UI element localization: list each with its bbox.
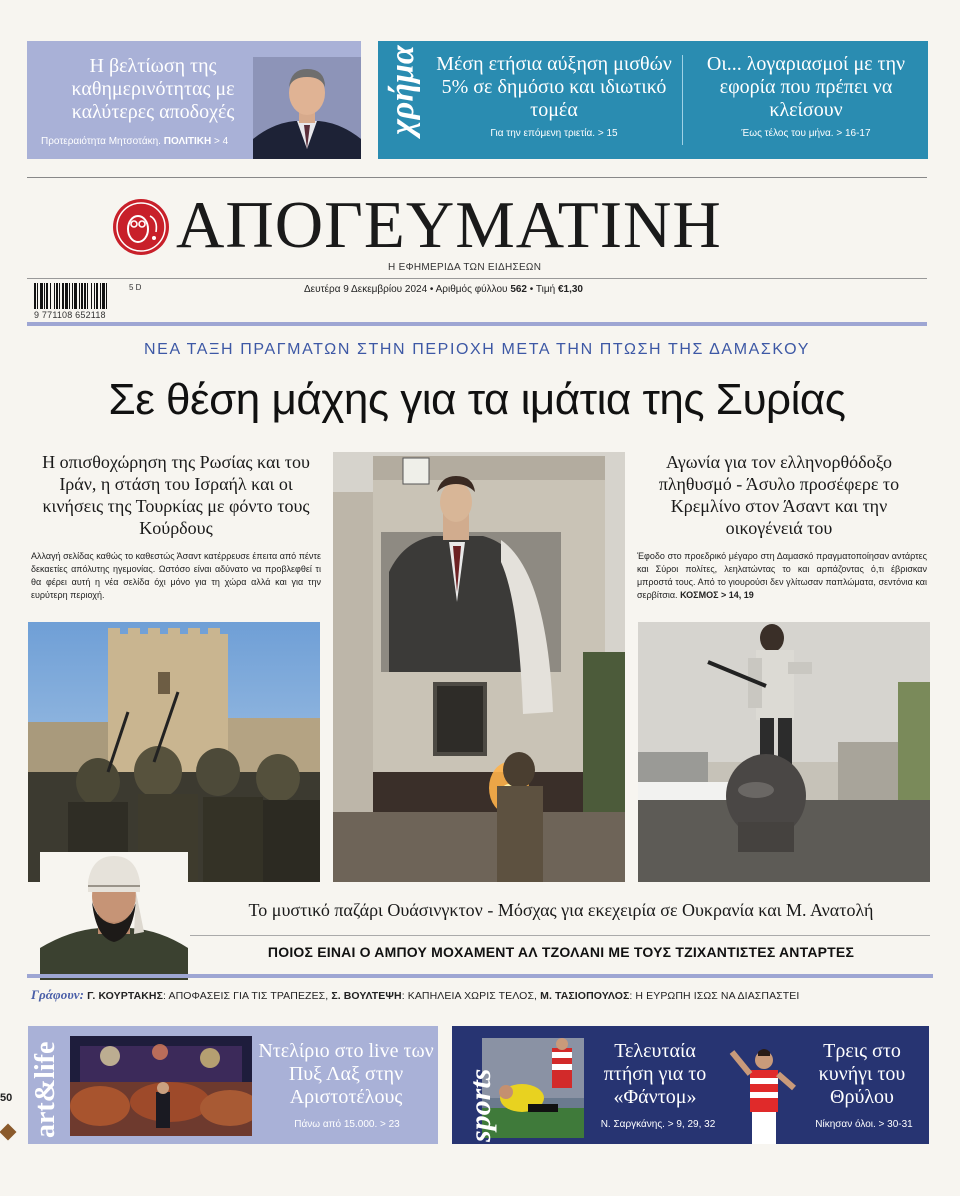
secondary-rule — [190, 935, 930, 936]
art-life-teaser[interactable] — [28, 1026, 438, 1144]
barcode-icon — [34, 283, 144, 313]
world-section-label: ΚΟΣΜΟΣ — [680, 590, 719, 600]
lead-top-bar — [27, 322, 927, 326]
art-life-teaser-foot: Πάνω από 15.000. > 23 — [294, 1119, 400, 1130]
art-life-brand — [28, 1026, 66, 1144]
writers-top-bar — [27, 974, 933, 978]
politics-teaser-foot-text: Προτεραιότητα Μητσοτάκη. — [41, 136, 161, 147]
politics-teaser[interactable] — [27, 41, 361, 159]
writers-line — [31, 987, 799, 1003]
writer-2-name: Σ. ΒΟΥΛΤΕΨΗ — [331, 990, 402, 1002]
writer-3-topic: : Η ΕΥΡΩΠΗ ΙΣΩΣ ΝΑ ΔΙΑΣΠΑΣΤΕΙ — [629, 990, 800, 1002]
writer-1-topic: : ΑΠΟΦΑΣΕΙΣ ΓΙΑ ΤΙΣ ΤΡΑΠΕΖΕΣ, — [163, 990, 329, 1002]
right-story-body — [637, 550, 927, 602]
art-life-brand-label: art&life — [30, 1041, 61, 1138]
rebels-citadel-photo — [28, 622, 320, 882]
barcode-addon-code: 5 D — [129, 283, 142, 292]
writer-1-name: Γ. ΚΟΥΡΤΑΚΗΣ — [87, 990, 164, 1002]
money-teaser-story-1-title: Μέση ετήσια αύξηση μισθών 5% σε δημόσιο και ιδιωτικό τομέα — [436, 53, 672, 121]
lead-headline[interactable]: Σε θέση μάχης για τα ιμάτια της Συρίας — [108, 375, 846, 424]
barcode-number: 9 771108 652118 — [34, 310, 106, 320]
masthead-top-rule — [27, 177, 927, 178]
writers-label: Γράφουν: — [31, 987, 85, 1002]
sports-teaser-story-2-title: Τρεις στο κυνήγι του Θρύλου — [818, 1040, 906, 1108]
sports-teaser-story-1-title: Τελευταία πτήση για το «Φάντομ» — [603, 1040, 707, 1108]
celebrating-player-photo — [728, 1038, 798, 1144]
sports-teaser[interactable] — [452, 1026, 929, 1144]
issue-number: 562 — [510, 284, 527, 295]
writer-2-topic: : ΚΑΠΗΛΕΙΑ ΧΩΡΙΣ ΤΕΛΟΣ, — [401, 990, 538, 1002]
money-teaser-story-1-foot: Για την επόμενη τριετία. > 15 — [490, 128, 618, 139]
sports-teaser-story-2-foot: Νίκησαν όλοι. > 30-31 — [815, 1119, 913, 1130]
world-page-ref: > 14, 19 — [720, 590, 754, 600]
politics-section-label: ΠΟΛΙΤΙΚΗ — [163, 136, 212, 147]
page-number: 50 — [0, 1092, 13, 1104]
art-life-teaser-title: Ντελίριο στο live των Πυξ Λαξ στην Αριστοτέλους — [258, 1040, 434, 1108]
price-label: • Τιμή — [529, 284, 556, 295]
secondary-headline-jolani[interactable]: ΠΟΙΟΣ ΕΙΝΑΙ Ο ΑΜΠΟΥ ΜΟΧΑΜΕΝΤ ΑΛ ΤΖΟΛΑΝΙ ΜΕ ΤΟΥΣ ΤΖΙΧΑΝΤΙΣΤΕΣ ΑΝΤΑΡΤΕΣ — [267, 944, 855, 960]
price-value: €1,30 — [557, 284, 583, 295]
money-teaser-story-1[interactable] — [434, 53, 674, 140]
politician-portrait-image — [253, 57, 361, 159]
concert-crowd-photo — [70, 1036, 252, 1136]
politics-teaser-title: Η βελτίωση της καθημερινότητας με καλύτερες αποδοχές — [71, 55, 235, 123]
dateline-date: Δευτέρα 9 Δεκεμβρίου 2024 • Αριθμός φύλλου — [304, 284, 508, 295]
money-teaser-divider — [682, 55, 683, 145]
sports-brand — [464, 1026, 498, 1144]
owl-coin-logo-icon — [112, 198, 170, 256]
sports-brand-label: sports — [464, 1068, 497, 1142]
toppled-statue-photo — [638, 622, 930, 882]
al-jolani-portrait-photo — [40, 852, 188, 980]
money-section-brand — [378, 41, 430, 159]
secondary-headline-ukraine[interactable]: Το μυστικό παζάρι Ουάσινγκτον - Μόσχας για εκεχειρία σε Ουκρανία και Μ. Ανατολή — [248, 900, 874, 920]
politics-teaser-foot — [41, 136, 228, 147]
right-story-body-text: Έφοδο στο προεδρικό μέγαρο στη Δαμασκό πραγματοποίησαν αντάρτες και Σύροι πολίτες, λεηλατώντας το και αρπάζοντας ό,τι έβρισκαν μπροστά τους. Από το γιουρούσι δεν γλίτωσαν παπλώματα, σεντόνια και σερβίτσια. — [637, 551, 927, 600]
dateline — [304, 284, 583, 295]
politics-page-ref: > 4 — [214, 136, 229, 147]
money-teaser-story-2-foot: Έως τέλος του μήνα. > 16-17 — [741, 128, 871, 139]
lead-kicker: ΝΕΑ ΤΑΞΗ ΠΡΑΓΜΑΤΩΝ ΣΤΗΝ ΠΕΡΙΟΧΗ ΜΕΤΑ ΤΗΝ ΠΤΩΣΗ ΤΗΣ ΔΑΜΑΣΚΟΥ — [144, 341, 810, 358]
money-brand-label: χρήμα — [384, 45, 421, 135]
left-story-deck[interactable]: Η οπισθοχώρηση της Ρωσίας και του Ιράν, η στάση του Ισραήλ και οι κινήσεις της Τουρκίας με φόντο τους Κούρδους — [42, 452, 310, 538]
writer-3-name: Μ. ΤΑΣΙΟΠΟΥΛΟΣ — [540, 990, 630, 1002]
assad-poster-building-photo — [333, 452, 625, 882]
right-story-deck[interactable]: Αγωνία για τον ελληνορθόδοξο πληθυσμό - Άσυλο προσέφερε το Κρεμλίνο στον Άσαντ και την οικογένειά του — [658, 452, 900, 538]
left-story-body: Αλλαγή σελίδας καθώς το καθεστώς Άσαντ κατέρρευσε έπειτα από πέντε δεκαετίες απόλυτης ηγεμονίας. Ωστόσο είναι αδύνατο να προβλεφθεί τι θα φέρει αυτή η νέα σελίδα όχι μόνο για τη χώρα αλλά και για την ευρύτερη περιοχή. — [31, 551, 321, 600]
diamond-marker-icon — [0, 1124, 16, 1141]
money-teaser[interactable] — [378, 41, 928, 159]
masthead-bottom-rule — [27, 278, 927, 279]
newspaper-masthead-title: ΑΠΟΓΕΥΜΑΤΙΝΗ — [176, 188, 722, 262]
sports-teaser-story-1-foot: Ν. Σαργκάνης. > 9, 29, 32 — [600, 1119, 716, 1130]
money-teaser-story-2[interactable] — [688, 53, 924, 140]
masthead-tagline: Η ΕΦΗΜΕΡΙΔΑ ΤΩΝ ΕΙΔΗΣΕΩΝ — [388, 262, 542, 273]
money-teaser-story-2-title: Οι... λογαριασμοί με την εφορία που πρέπει να κλείσουν — [706, 53, 906, 121]
